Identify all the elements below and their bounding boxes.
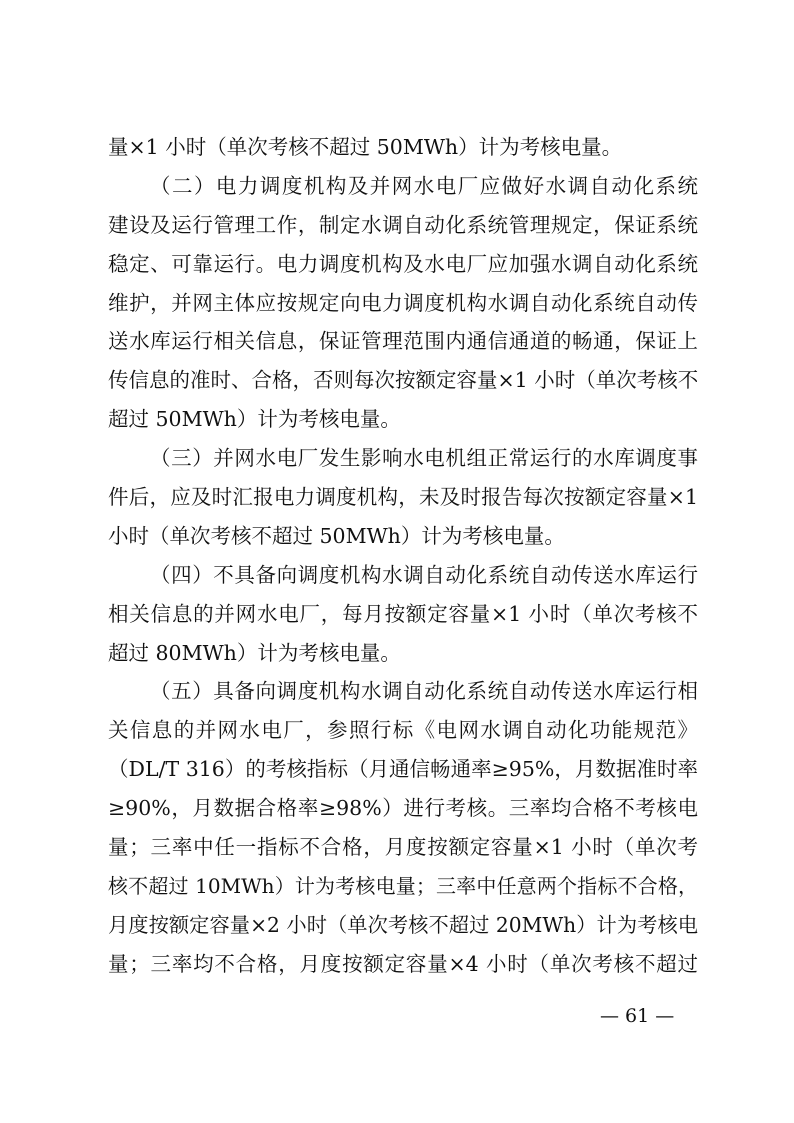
paragraph-line: 相关信息的并网水电厂，每月按额定容量×1 小时（单次考核不 <box>108 601 698 626</box>
paragraph-line: 小时（单次考核不超过 50MWh）计为考核电量。 <box>108 523 565 548</box>
paragraph-line: 超过 50MWh）计为考核电量。 <box>108 407 401 432</box>
paragraph-line: 维护，并网主体应按规定向电力调度机构水调自动化系统自动传 <box>108 290 698 315</box>
paragraph-line: 传信息的准时、合格，否则每次按额定容量×1 小时（单次考核不 <box>108 368 698 393</box>
paragraph-line: 月度按额定容量×2 小时（单次考核不超过 20MWh）计为考核电 <box>108 912 698 937</box>
document-body <box>108 128 698 984</box>
paragraph-line: （DL/T 316）的考核指标（月通信畅通率≥95%，月数据准时率 <box>108 757 698 782</box>
paragraph-line: ≥90%，月数据合格率≥98%）进行考核。三率均合格不考核电 <box>108 796 698 821</box>
paragraph-line: 件后，应及时汇报电力调度机构，未及时报告每次按额定容量×1 <box>108 485 698 510</box>
paragraph-line: （二）电力调度机构及并网水电厂应做好水调自动化系统 <box>150 173 698 198</box>
paragraph-line: （五）具备向调度机构水调自动化系统自动传送水库运行相 <box>150 679 698 704</box>
paragraph-line: 建设及运行管理工作，制定水调自动化系统管理规定，保证系统 <box>108 212 698 237</box>
paragraph-line: 送水库运行相关信息，保证管理范围内通信通道的畅通，保证上 <box>108 329 698 354</box>
paragraph-line: （四）不具备向调度机构水调自动化系统自动传送水库运行 <box>150 562 698 587</box>
paragraph-line: 量×1 小时（单次考核不超过 50MWh）计为考核电量。 <box>108 135 623 159</box>
paragraph-line: 核不超过 10MWh）计为考核电量；三率中任意两个指标不合格， <box>108 873 698 898</box>
paragraph-line: 超过 80MWh）计为考核电量。 <box>108 640 401 665</box>
paragraph-line: 关信息的并网水电厂，参照行标《电网水调自动化功能规范》 <box>108 718 698 743</box>
paragraph-line: 稳定、可靠运行。电力调度机构及水电厂应加强水调自动化系统 <box>108 251 698 276</box>
paragraph-line: 量；三率均不合格，月度按额定容量×4 小时（单次考核不超过 <box>108 951 698 976</box>
paragraph-line: （三）并网水电厂发生影响水电机组正常运行的水库调度事 <box>150 446 698 471</box>
page-number: — 61 — <box>600 1005 675 1027</box>
paragraph-line: 量；三率中任一指标不合格，月度按额定容量×1 小时（单次考 <box>108 835 698 860</box>
